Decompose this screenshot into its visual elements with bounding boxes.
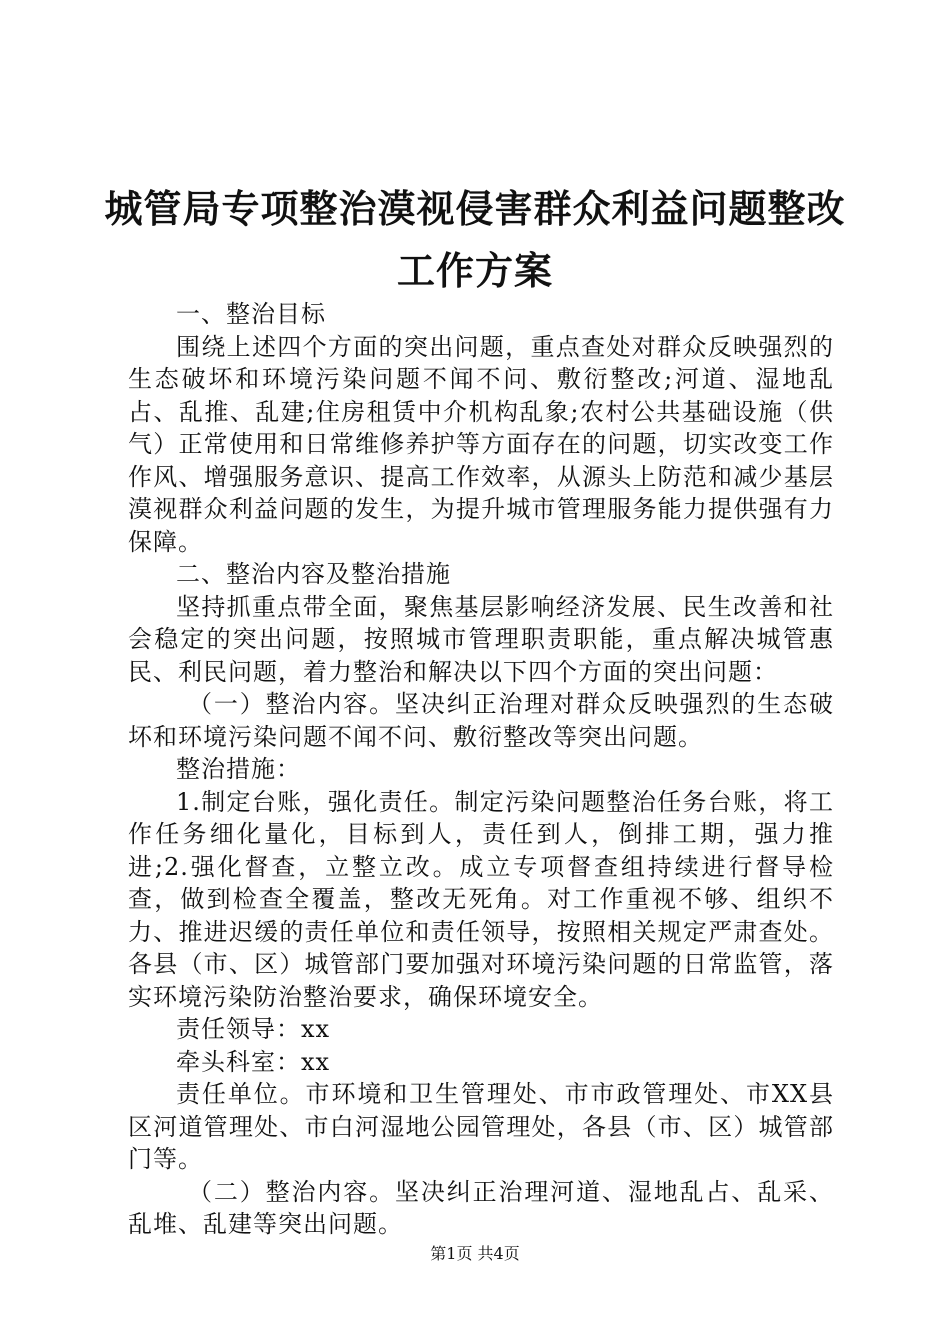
document-title: 城管局专项整治漠视侵害群众利益问题整改工作方案: [104, 186, 846, 293]
responsible-units: 责任单位。市环境和卫生管理处、市市政管理处、市XX县区河道管理处、市白河湿地公园管理处，各县（市、区）城管部门等。: [128, 1080, 834, 1173]
item-two-content: （二）整治内容。坚决纠正治理河道、湿地乱占、乱采、乱堆、乱建等突出问题。: [128, 1177, 834, 1238]
responsible-leader: 责任领导：xx: [176, 1015, 331, 1043]
item-one-content: （一）整治内容。坚决纠正治理对群众反映强烈的生态破坏和环境污染问题不闻不问、敷衍整改等突出问题。: [128, 690, 834, 751]
measures-heading: 整治措施：: [176, 755, 301, 783]
measures-paragraph: 1.制定台账，强化责任。制定污染问题整治任务台账，将工作任务细化量化，目标到人，责任到人，倒排工期，强力推进;2.强化督查，立整立改。成立专项督查组持续进行督导检查，做到检查全覆盖，整改无死角。对工作重视不够、组织不力、推进迟缓的责任单位和责任领导，按照相关规定严肃查处。各县（市、区）城管部门要加强对环境污染问题的日常监管，落实环境污染防治整治要求，确保环境安全。: [128, 787, 834, 1011]
goal-paragraph: 围绕上述四个方面的突出问题，重点查处对群众反映强烈的生态破坏和环境污染问题不闻不问、敷衍整改;河道、湿地乱占、乱推、乱建;住房租赁中介机构乱象;农村公共基础设施（供气）正常使用和日常维修养护等方面存在的问题，切实改变工作作风、增强服务意识、提高工作效率，从源头上防范和减少基层漠视群众利益问题的发生，为提升城市管理服务能力提供强有力保障。: [128, 332, 834, 556]
section-heading-content-measures: 二、整治内容及整治措施: [176, 560, 451, 588]
section-heading-goal: 一、整治目标: [176, 300, 326, 328]
content-intro-paragraph: 坚持抓重点带全面，聚焦基层影响经济发展、民生改善和社会稳定的突出问题，按照城市管理职责职能，重点解决城管惠民、利民问题，着力整治和解决以下四个方面的突出问题：: [128, 592, 834, 686]
lead-department: 牵头科室：xx: [176, 1047, 331, 1076]
document-body: [128, 298, 834, 1241]
page-footer: 第1页 共4页: [430, 1244, 520, 1263]
